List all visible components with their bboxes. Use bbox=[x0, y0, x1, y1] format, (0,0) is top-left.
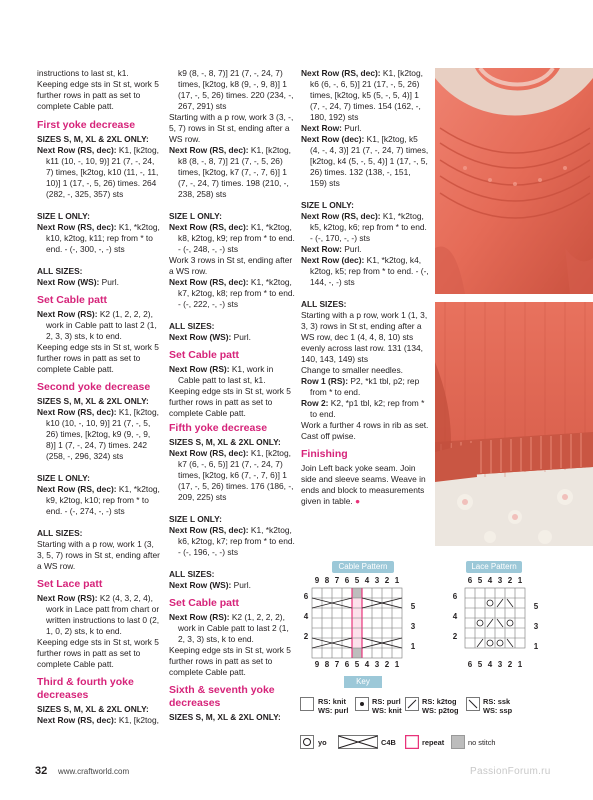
instruction-row bbox=[301, 123, 429, 134]
col-label: 9 bbox=[314, 576, 320, 585]
col-label: 2 bbox=[384, 660, 390, 669]
no-stitch-symbol-icon bbox=[451, 735, 465, 749]
yo-icon bbox=[507, 620, 513, 626]
key-label: RS: knit bbox=[318, 697, 346, 706]
size-label: SIZES S, M, XL & 2XL ONLY: bbox=[37, 704, 149, 714]
row-label: 6 bbox=[303, 592, 309, 601]
row-text: Purl. bbox=[341, 244, 362, 254]
row-label: Row 2: bbox=[301, 398, 329, 408]
section-heading: Set Lace patt bbox=[37, 578, 103, 590]
paragraph: Keeping edge sts in St st, work 5 further rows in patt as set to complete Cable patt. bbox=[37, 79, 159, 111]
col-label: 9 bbox=[314, 660, 320, 669]
row-text: K1, [k2tog, k7 (6, -, 6, 5)] 21 (7, -, 24, 7) times, [k2tog, k6 (7, -, 7, 6)] 1 (17, -, 5, 26) times. 176 (186, -, 209, 225) sts bbox=[178, 448, 294, 502]
paragraph: instructions to last st, k1. bbox=[37, 68, 129, 78]
paragraph: Keeping edge sts in St st, work 5 further rows in patt as set to complete Cable patt. bbox=[169, 645, 291, 677]
col-label: 8 bbox=[324, 660, 330, 669]
paragraph: Keeping edge sts in St st, work 5 further rows in patt as set to complete Cable patt. bbox=[37, 637, 159, 669]
row-label: Next Row (WS): bbox=[37, 277, 100, 287]
col-label: 2 bbox=[507, 660, 513, 669]
instruction-row bbox=[37, 593, 162, 637]
instruction-row bbox=[301, 255, 429, 288]
row-text: K1, *k2tog, k7, k2tog, k8; rep from * to end. - (-, 222, -, -) sts bbox=[178, 277, 295, 309]
col-label: 5 bbox=[477, 660, 483, 669]
key-label: WS: knit bbox=[372, 706, 402, 715]
cable-chart-title: Cable Pattern bbox=[332, 561, 394, 573]
row-text: K1, *k2tog, k6, k2tog, k7; rep from * to end. - (-, 196, -, -) sts bbox=[178, 525, 295, 557]
paragraph: Work a further 4 rows in rib as set. bbox=[301, 420, 429, 430]
instruction-row bbox=[169, 364, 297, 386]
col-label: 4 bbox=[364, 660, 370, 669]
key-label: C4B bbox=[381, 738, 396, 747]
paragraph: Change to smaller needles. bbox=[301, 365, 403, 375]
section-heading: Sixth & seventh yoke decreases bbox=[169, 684, 275, 709]
row-text: K2 (1, 2, 2, 2), work in Cable patt to last 2 (1, 2, 3, 3) sts, k to end. bbox=[178, 612, 289, 644]
finishing-text: Join Left back yoke seam. Join side and sleeve seams. Weave in ends and block to measurements given in table. bbox=[301, 463, 426, 506]
ssk-icon bbox=[507, 599, 513, 607]
key-title: Key bbox=[344, 676, 382, 688]
key-purl bbox=[372, 697, 402, 715]
col-label: 2 bbox=[507, 576, 513, 585]
k2tog-symbol-icon bbox=[405, 697, 419, 711]
row-label: Next Row (RS, dec): bbox=[301, 68, 381, 78]
size-label: SIZE L ONLY: bbox=[301, 200, 354, 210]
key-label: repeat bbox=[422, 738, 445, 747]
instruction-row bbox=[169, 525, 297, 558]
row-label: Next Row (RS, dec): bbox=[169, 525, 249, 535]
row-text: K1, *k2tog, k5, k2tog, k6; rep from * to end. - (-, 170, -, -) sts bbox=[310, 211, 427, 243]
instruction-row bbox=[37, 145, 162, 200]
row-label: Next Row (RS, dec): bbox=[37, 484, 117, 494]
paragraph: Starting with a p row, work 1 (1, 3, 3, 3) rows in St st, ending after a WS row, dec 1 (4, 4, 8, 10) sts evenly across last row. 131 (134, 140, 143, 149) sts bbox=[301, 310, 428, 364]
key-yo bbox=[318, 738, 327, 747]
col-label: 8 bbox=[324, 576, 330, 585]
row-label: Next Row (dec): bbox=[301, 255, 365, 265]
text-column-1 bbox=[37, 68, 162, 726]
row-label: Next Row (RS, dec): bbox=[169, 145, 249, 155]
row-text: K1, *k2tog, k8, k2tog, k9; rep from * to end. - (-, 248, -, -) sts bbox=[178, 222, 295, 254]
col-label: 1 bbox=[394, 576, 400, 585]
paragraph: Keeping edge sts in St st, work 5 further rows in patt as set to complete Cable patt. bbox=[37, 342, 159, 374]
row-label: Row 1 (RS): bbox=[301, 376, 348, 386]
row-text: K1, [k2tog, bbox=[116, 715, 159, 725]
row-label: 3 bbox=[533, 622, 539, 631]
row-label: Next Row (RS): bbox=[169, 364, 230, 374]
instruction-row bbox=[301, 68, 429, 123]
key-label: WS: ssp bbox=[483, 706, 513, 715]
col-label: 4 bbox=[364, 576, 370, 585]
col-label: 4 bbox=[487, 660, 493, 669]
k2tog-icon bbox=[477, 639, 483, 647]
key-knit bbox=[318, 697, 348, 715]
text-column-2 bbox=[169, 68, 297, 723]
yo-icon bbox=[477, 620, 483, 626]
yo-icon bbox=[497, 640, 503, 646]
instruction-row bbox=[37, 484, 162, 517]
col-label: 5 bbox=[354, 660, 360, 669]
ssk-icon bbox=[507, 639, 513, 647]
row-label: 4 bbox=[452, 612, 458, 621]
row-text: K1, *k2tog, k10, k2tog, k11; rep from * to end. - (-, 300, -, -) sts bbox=[46, 222, 160, 254]
section-heading: First yoke decrease bbox=[37, 119, 136, 131]
row-label: 5 bbox=[410, 602, 416, 611]
instruction-row bbox=[169, 612, 297, 645]
col-label: 6 bbox=[344, 576, 350, 585]
key-label: WS: purl bbox=[318, 706, 349, 715]
size-label: SIZES S, M, XL & 2XL ONLY: bbox=[37, 134, 149, 144]
instruction-row bbox=[301, 376, 429, 398]
section-heading: Set Cable patt bbox=[169, 349, 240, 361]
row-label: Next Row (RS, dec): bbox=[169, 222, 249, 232]
row-label: Next Row (RS): bbox=[37, 593, 98, 603]
col-label: 6 bbox=[344, 660, 350, 669]
col-label: 6 bbox=[467, 660, 473, 669]
row-text: K1, *k2tog, k9, k2tog, k10; rep from * to end. - (-, 274, -, -) sts bbox=[46, 484, 160, 516]
size-label: SIZE L ONLY: bbox=[37, 473, 90, 483]
ssk-symbol-icon bbox=[466, 697, 480, 711]
k2tog-icon bbox=[487, 619, 493, 627]
yo-symbol-icon bbox=[300, 735, 314, 749]
instruction-row bbox=[301, 398, 429, 420]
key-ssk bbox=[483, 697, 512, 715]
lace-chart bbox=[446, 574, 546, 670]
section-heading: Set Cable patt bbox=[169, 597, 240, 609]
size-label: SIZE L ONLY: bbox=[37, 211, 90, 221]
size-label: ALL SIZES: bbox=[169, 569, 215, 579]
row-label: 1 bbox=[533, 642, 539, 651]
col-label: 6 bbox=[467, 576, 473, 585]
row-text: K1, [k2tog, k5 (4, -, 4, 3)] 21 (7, -, 24, 7) times, [k2tog, k4 (5, -, 5, 4)] 1 (17, -, 5, 26) times. 132 (138, -, 151, 159) sts bbox=[310, 134, 429, 188]
row-text: K1, *k2tog, k4, k2tog, k5; rep from * to end. - (-, 144, -, -) sts bbox=[310, 255, 429, 287]
page-number: 32 bbox=[35, 765, 48, 777]
col-label: 4 bbox=[487, 576, 493, 585]
row-label: Next Row (RS, dec): bbox=[37, 407, 117, 417]
paragraph: Starting with a p row, work 1 (3, 3, 5, 7) rows in St st, ending after a WS row. bbox=[37, 539, 160, 571]
yo-icon bbox=[487, 640, 493, 646]
instruction-row bbox=[37, 309, 162, 342]
instruction-row bbox=[301, 244, 429, 255]
row-label: Next Row (RS): bbox=[37, 309, 98, 319]
key-label: RS: ssk bbox=[483, 697, 511, 706]
row-label: Next Row (RS, dec): bbox=[37, 222, 117, 232]
col-label: 1 bbox=[394, 660, 400, 669]
instruction-row bbox=[169, 580, 297, 591]
row-text: K1, [k2tog, k10 (10, -, 10, 9)] 21 (7, -, 5, 26) times, [k2tog, k9 (9, -, 9, 8)] 1 (7, -, 24, 7) times. 242 (258, -, 296, 324) sts bbox=[46, 407, 159, 461]
row-text: K2, *p1 tbl, k2; rep from * to end. bbox=[310, 398, 425, 419]
end-dot-icon: ● bbox=[355, 496, 361, 506]
paragraph: Keeping edge sts in St st, work 5 further rows in patt as set to complete Cable patt. bbox=[169, 386, 291, 418]
text-column-3 bbox=[301, 68, 429, 507]
section-heading: Set Cable patt bbox=[37, 294, 108, 306]
row-label: 5 bbox=[533, 602, 539, 611]
row-text: Purl. bbox=[341, 123, 362, 133]
purl-symbol-icon bbox=[355, 697, 369, 711]
key-k2tog bbox=[422, 697, 459, 715]
col-label: 3 bbox=[497, 576, 503, 585]
instruction-row bbox=[37, 407, 162, 462]
k2tog-icon bbox=[497, 599, 503, 607]
yoke-photo bbox=[435, 68, 593, 294]
row-label: 3 bbox=[410, 622, 416, 631]
row-label: Next Row (WS): bbox=[169, 580, 232, 590]
col-label: 3 bbox=[497, 660, 503, 669]
size-label: SIZES S, M, XL & 2XL ONLY: bbox=[169, 437, 281, 447]
size-label: SIZES S, M, XL & 2XL ONLY: bbox=[37, 396, 149, 406]
row-text: K1, [k2tog, k11 (10, -, 10, 9)] 21 (7, -, 24, 7) times, [k2tog, k10 (11, -, 11, 10)] 1 (17, -, 5, 26) times. 264 (282, -, 325, 357) sts bbox=[46, 145, 159, 199]
hem-photo bbox=[435, 302, 593, 546]
instruction-row bbox=[37, 715, 162, 726]
col-label: 7 bbox=[334, 660, 340, 669]
paragraph bbox=[301, 463, 429, 507]
row-label: Next Row (dec): bbox=[301, 134, 365, 144]
paragraph: Work 3 rows in St st, ending after a WS row. bbox=[169, 255, 293, 276]
size-label: ALL SIZES: bbox=[301, 299, 347, 309]
row-label: Next Row: bbox=[301, 244, 342, 254]
row-text: Purl. bbox=[99, 277, 119, 287]
size-label: ALL SIZES: bbox=[37, 266, 83, 276]
row-text: K2 (1, 2, 2, 2), work in Cable patt to last 2 (1, 2, 3, 3) sts, k to end. bbox=[46, 309, 157, 341]
key-c4b bbox=[381, 738, 396, 747]
col-label: 1 bbox=[517, 660, 523, 669]
knit-symbol-icon bbox=[300, 697, 314, 711]
row-text: P2, *k1 tbl, p2; rep from * to end. bbox=[310, 376, 420, 397]
row-label: Next Row (WS): bbox=[169, 332, 232, 342]
col-label: 3 bbox=[374, 576, 380, 585]
size-label: ALL SIZES: bbox=[37, 528, 83, 538]
lace-chart-title: Lace Pattern bbox=[466, 561, 522, 573]
row-text: K1, work in Cable patt to last st, k1. bbox=[178, 364, 274, 385]
repeat-symbol-icon bbox=[405, 735, 419, 749]
key-label: RS: k2tog bbox=[422, 697, 457, 706]
row-label: Next Row: bbox=[301, 123, 342, 133]
row-label: Next Row (RS, dec): bbox=[301, 211, 381, 221]
paragraph: Starting with a p row, work 3 (3, -, 5, 7) rows in St st, ending after a WS row. bbox=[169, 112, 294, 144]
col-label: 5 bbox=[477, 576, 483, 585]
instruction-row bbox=[301, 211, 429, 244]
col-label: 7 bbox=[334, 576, 340, 585]
row-label: 1 bbox=[410, 642, 416, 651]
row-text: K1, [k2tog, k8 (8, -, 8, 7)] 21 (7, -, 5, 26) times, [k2tog, k7 (7, -, 7, 6)] 1 (7, -, 24, 7) times. 198 (210, -, 238, 258) sts bbox=[178, 145, 291, 199]
c4b-symbol-icon bbox=[338, 735, 378, 749]
watermark: PassionForum.ru bbox=[470, 766, 551, 777]
key-no-stitch: no stitch bbox=[468, 738, 496, 747]
col-label: 5 bbox=[354, 576, 360, 585]
row-text: K1, [k2tog, k6 (6, -, 6, 5)] 21 (17, -, 5, 26) times, [k2tog, k5 (5, -, 5, 4)] 1 (7, -, 24, 7) times. 154 (162, -, 180, 192) sts bbox=[310, 68, 423, 122]
instruction-row bbox=[169, 448, 297, 503]
size-label: ALL SIZES: bbox=[169, 321, 215, 331]
row-label: Next Row (RS): bbox=[169, 612, 230, 622]
key-repeat bbox=[422, 738, 444, 747]
row-label: 2 bbox=[303, 632, 309, 641]
size-label: SIZE L ONLY: bbox=[169, 514, 222, 524]
key-label: WS: p2tog bbox=[422, 706, 459, 715]
instruction-row bbox=[37, 277, 162, 288]
row-label: 4 bbox=[303, 612, 309, 621]
section-heading: Finishing bbox=[301, 448, 348, 460]
row-label: Next Row (RS, dec): bbox=[37, 715, 117, 725]
instruction-row bbox=[169, 145, 297, 200]
row-label: Next Row (RS, dec): bbox=[37, 145, 117, 155]
row-text: K2 (4, 3, 2, 4), work in Lace patt from chart or written instructions to last 0 (2, 1, 0, 2) sts, k to end. bbox=[46, 593, 160, 636]
row-text: Purl. bbox=[231, 332, 251, 342]
key-label: yo bbox=[318, 738, 327, 747]
col-label: 1 bbox=[517, 576, 523, 585]
paragraph: k9 (8, -, 8, 7)] 21 (7, -, 24, 7) times, [k2tog, k8 (9, -, 9, 8)] 1 (17, -, 5, 26) times. 220 (234, -, 267, 291) sts bbox=[178, 68, 294, 111]
section-heading: Fifth yoke decrease bbox=[169, 422, 268, 434]
row-label: 2 bbox=[452, 632, 458, 641]
row-label: Next Row (RS, dec): bbox=[169, 277, 249, 287]
col-label: 2 bbox=[384, 576, 390, 585]
instruction-row bbox=[169, 277, 297, 310]
yo-icon bbox=[487, 600, 493, 606]
section-heading: Second yoke decrease bbox=[37, 381, 151, 393]
size-label: SIZE L ONLY: bbox=[169, 211, 222, 221]
instruction-row bbox=[37, 222, 162, 255]
cable-chart bbox=[298, 574, 428, 670]
instruction-row bbox=[169, 222, 297, 255]
section-heading: Third & fourth yoke decreases bbox=[37, 676, 134, 701]
instruction-row bbox=[301, 134, 429, 189]
instruction-row bbox=[169, 332, 297, 343]
ssk-icon bbox=[497, 619, 503, 627]
col-label: 3 bbox=[374, 660, 380, 669]
row-text: Purl. bbox=[231, 580, 251, 590]
paragraph: Cast off pwise. bbox=[301, 431, 356, 441]
size-label: SIZES S, M, XL & 2XL ONLY: bbox=[169, 712, 281, 722]
key-label: RS: purl bbox=[372, 697, 401, 706]
row-label: 6 bbox=[452, 592, 458, 601]
row-label: Next Row (RS, dec): bbox=[169, 448, 249, 458]
website-link[interactable]: www.craftworld.com bbox=[58, 767, 130, 776]
